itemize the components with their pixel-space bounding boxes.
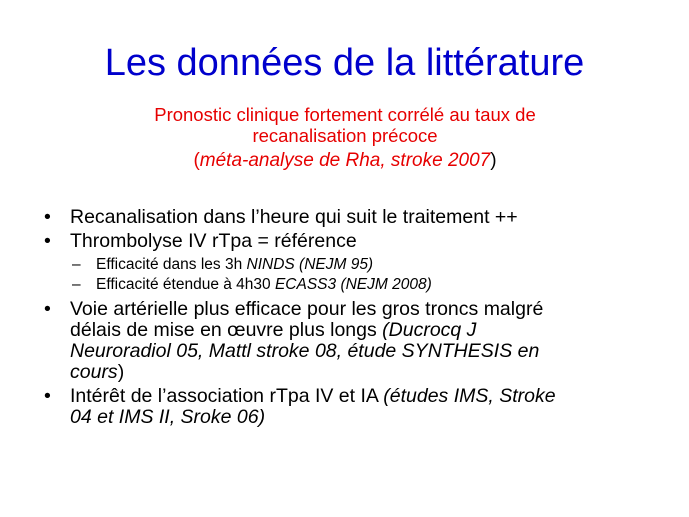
subtitle-paren-open: ( — [193, 150, 200, 171]
bullet-text-line: Voie artérielle plus efficace pour les gros troncs malgré — [70, 298, 544, 320]
bullet-reference: (études IMS, Stroke — [383, 385, 556, 407]
slide-subtitle — [60, 104, 630, 171]
slide-title: Les données de la littérature — [104, 42, 585, 84]
bullet-reference: cours — [70, 361, 118, 383]
bullet-list — [44, 207, 664, 431]
sub-bullet-item — [44, 255, 664, 275]
subtitle-reference: méta-analyse de Rha, stroke 2007 — [199, 150, 491, 171]
dash-icon: – — [72, 276, 81, 293]
bullet-text: Thrombolyse IV rTpa = référence — [70, 230, 357, 252]
sub-bullet-reference: NINDS (NEJM 95) — [246, 256, 374, 273]
bullet-reference: 04 et IMS II, Sroke 06) — [70, 406, 266, 428]
bullet-item — [44, 386, 664, 428]
bullet-text: Intérêt de l’association rTpa IV et IA — [70, 385, 384, 407]
subtitle-line-1: Pronostic clinique fortement corrélé au taux de — [154, 104, 536, 125]
bullet-text-line — [70, 341, 664, 362]
bullet-text: Recanalisation dans l’heure qui suit le traitement ++ — [70, 206, 518, 228]
bullet-icon: • — [44, 298, 51, 320]
subtitle-line-2: recanalisation précoce — [252, 125, 438, 146]
bullet-item — [44, 207, 664, 228]
bullet-text-line — [70, 386, 664, 407]
dash-icon: – — [72, 256, 81, 273]
bullet-item — [44, 299, 664, 383]
subtitle-line-3 — [60, 150, 630, 171]
sub-bullet-item — [44, 275, 664, 295]
bullet-text-line — [70, 362, 664, 383]
bullet-icon: • — [44, 206, 51, 228]
bullet-icon: • — [44, 385, 51, 407]
bullet-reference: (Ducrocq J — [382, 319, 477, 341]
bullet-text: délais de mise en œuvre plus longs — [70, 319, 383, 341]
sub-bullet-text: Efficacité étendue à 4h30 — [96, 276, 275, 293]
bullet-text-line — [70, 407, 664, 428]
subtitle-paren-close: ) — [490, 150, 497, 171]
sub-bullet-text: Efficacité dans les 3h — [96, 256, 247, 273]
bullet-item — [44, 231, 664, 252]
sub-bullet-reference: ECASS3 (NEJM 2008) — [274, 276, 432, 293]
bullet-text-line — [70, 320, 664, 341]
bullet-paren-close: ) — [117, 361, 125, 383]
bullet-reference: Neuroradiol 05, Mattl stroke 08, étude SYNTHESIS en — [70, 340, 540, 362]
bullet-icon: • — [44, 230, 51, 252]
